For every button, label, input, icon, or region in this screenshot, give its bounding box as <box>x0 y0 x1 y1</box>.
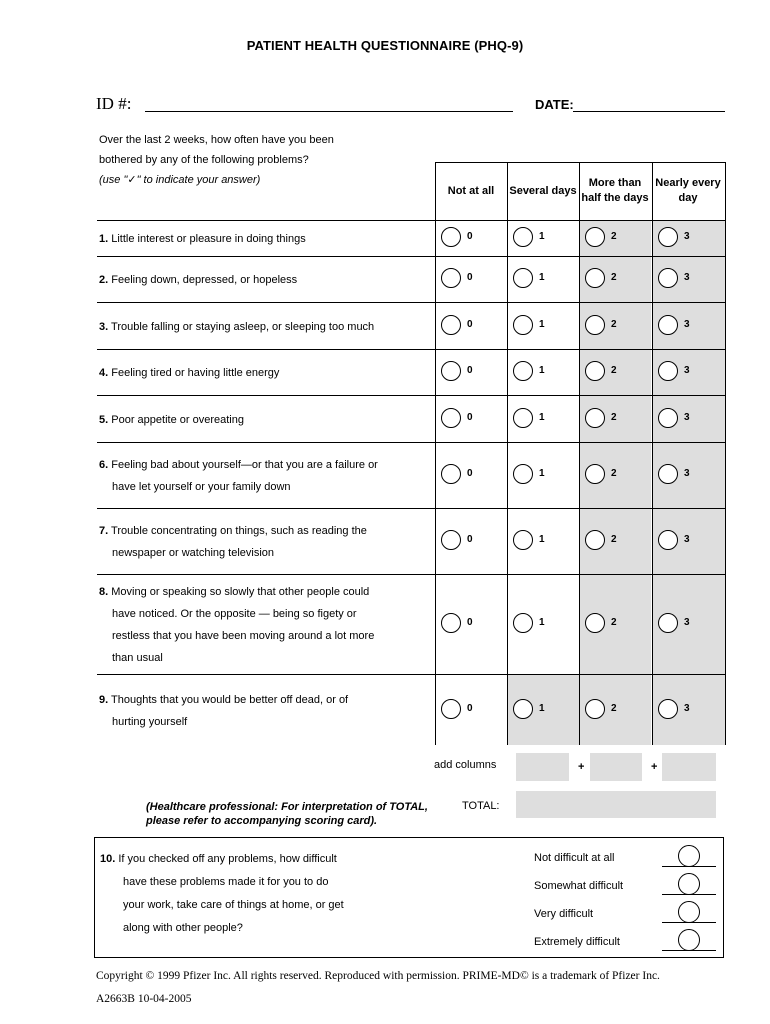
question-5-option-3-radio[interactable] <box>658 408 678 428</box>
question-line: newspaper or watching television <box>112 547 275 559</box>
column-sum-1-field[interactable] <box>516 753 569 781</box>
difficulty-option-3-radio[interactable] <box>678 901 700 923</box>
option-score-label: 1 <box>539 617 545 628</box>
column-header <box>507 162 579 220</box>
option-score-label: 0 <box>467 534 473 545</box>
question-1-option-1-radio[interactable] <box>513 227 533 247</box>
question-3-option-1-radio[interactable] <box>513 315 533 335</box>
option-score-label: 2 <box>611 534 617 545</box>
question-3-text <box>99 316 429 338</box>
option-score-label: 2 <box>611 318 617 330</box>
question-3-option-2-radio[interactable] <box>585 315 605 335</box>
column-header-label: Several days <box>509 184 577 197</box>
row-divider <box>97 302 725 303</box>
question-6-option-3-radio[interactable] <box>658 464 678 484</box>
date-label: DATE: <box>535 97 574 112</box>
difficulty-option-1-radio[interactable] <box>678 845 700 867</box>
question-3-option-3-radio[interactable] <box>658 315 678 335</box>
column-header-label: More than half the days <box>581 177 649 204</box>
total-field[interactable] <box>516 791 716 818</box>
question-7-option-0-radio[interactable] <box>441 530 461 550</box>
column-divider <box>725 162 726 745</box>
questionnaire-table <box>97 162 725 745</box>
difficulty-option-label: Somewhat difficult <box>534 880 624 892</box>
question-8-text <box>99 581 429 669</box>
question-number: 3. <box>99 320 109 333</box>
column-header-label: Not at all <box>447 184 495 197</box>
question-2-option-0-radio[interactable] <box>441 268 461 288</box>
question-2-option-3-radio[interactable] <box>658 268 678 288</box>
option-score-label: 1 <box>539 702 545 714</box>
question-1-option-2-radio[interactable] <box>585 227 605 247</box>
question-8-option-0-radio[interactable] <box>441 613 461 633</box>
option-score-label: 0 <box>467 272 473 283</box>
question-number: 2. <box>99 274 109 286</box>
difficulty-option-label: Extremely difficult <box>534 936 620 948</box>
option-score-label: 3 <box>684 231 690 242</box>
add-columns-label: add columns <box>434 759 497 771</box>
question-1-text <box>99 228 429 250</box>
option-score-label: 3 <box>684 534 690 545</box>
question-4-option-2-radio[interactable] <box>585 361 605 381</box>
question-5-text <box>99 409 429 431</box>
option-score-label: 0 <box>467 318 473 330</box>
id-field[interactable] <box>145 111 513 112</box>
question-line: Moving or speaking so slowly that other people could <box>111 586 370 598</box>
option-score-label: 1 <box>539 365 545 376</box>
question-9-option-3-radio[interactable] <box>658 699 678 719</box>
row-divider <box>97 508 725 509</box>
question-5-option-0-radio[interactable] <box>441 408 461 428</box>
question-2-text <box>99 269 429 291</box>
option-score-label: 0 <box>467 411 473 423</box>
option-score-label: 2 <box>611 231 617 242</box>
option-score-label: 3 <box>684 702 690 714</box>
column-sum-2-field[interactable] <box>590 753 642 781</box>
instructions-line-2: bothered by any of the following problems? <box>99 154 309 166</box>
question-7-option-2-radio[interactable] <box>585 530 605 550</box>
question-9-text <box>99 689 429 733</box>
option-score-label: 2 <box>611 468 617 479</box>
copyright-notice: Copyright © 1999 Pfizer Inc. All rights reserved. Reproduced with permission. PRIME-MD© is a trademark of Pfizer Inc. <box>96 970 660 982</box>
question-6-option-0-radio[interactable] <box>441 464 461 484</box>
difficulty-option-label: Not difficult at all <box>534 852 615 864</box>
question-10-line-4: along with other people? <box>123 922 243 934</box>
question-10-line-1: If you checked off any problems, how difficult <box>118 853 337 865</box>
question-line: Trouble concentrating on things, such as reading the <box>111 525 367 537</box>
question-3-option-0-radio[interactable] <box>441 315 461 335</box>
question-line: Poor appetite or overeating <box>111 413 244 426</box>
column-divider <box>435 162 436 745</box>
question-5-option-2-radio[interactable] <box>585 408 605 428</box>
column-sum-3-field[interactable] <box>662 753 716 781</box>
option-score-label: 1 <box>539 468 545 479</box>
option-score-label: 1 <box>539 411 545 423</box>
option-score-label: 2 <box>611 411 617 423</box>
option-score-label: 2 <box>611 365 617 376</box>
row-divider <box>97 256 725 257</box>
plus-sign: + <box>578 761 585 773</box>
question-8-option-3-radio[interactable] <box>658 613 678 633</box>
option-score-label: 3 <box>684 272 690 283</box>
difficulty-option-2-radio[interactable] <box>678 873 700 895</box>
question-line: restless that you have been moving around a lot more <box>112 630 375 642</box>
question-2-option-2-radio[interactable] <box>585 268 605 288</box>
question-9-option-1-radio[interactable] <box>513 699 533 719</box>
row-divider <box>97 220 725 221</box>
question-line: have noticed. Or the opposite — being so figety or <box>112 608 357 620</box>
row-divider <box>97 674 725 675</box>
option-score-label: 3 <box>684 365 690 376</box>
question-number: 9. <box>99 693 109 706</box>
option-score-label: 0 <box>467 365 473 376</box>
question-10-text <box>100 848 344 940</box>
difficulty-option-4-radio[interactable] <box>678 929 700 951</box>
question-6-option-1-radio[interactable] <box>513 464 533 484</box>
question-5-option-1-radio[interactable] <box>513 408 533 428</box>
instructions-line-3: (use "✓" to indicate your answer) <box>99 174 261 186</box>
question-2-option-1-radio[interactable] <box>513 268 533 288</box>
question-1-option-3-radio[interactable] <box>658 227 678 247</box>
question-4-text <box>99 362 429 384</box>
question-number: 5. <box>99 413 109 426</box>
option-score-label: 0 <box>467 617 473 628</box>
date-field[interactable] <box>573 111 725 112</box>
option-score-label: 0 <box>467 468 473 479</box>
option-score-label: 0 <box>467 231 473 242</box>
question-10-line-2: have these problems made it for you to do <box>123 876 329 888</box>
instructions-line-1: Over the last 2 weeks, how often have you been <box>99 134 334 146</box>
column-header-label: Nearly every day <box>655 177 721 204</box>
option-score-label: 2 <box>611 617 617 628</box>
question-line: Trouble falling or staying asleep, or sleeping too much <box>111 320 375 333</box>
question-line: Feeling bad about yourself—or that you are a failure or <box>111 459 378 471</box>
row-divider <box>97 574 725 575</box>
healthcare-note <box>146 800 428 828</box>
difficulty-option-label: Very difficult <box>534 908 594 920</box>
question-9-option-0-radio[interactable] <box>441 699 461 719</box>
question-4-option-0-radio[interactable] <box>441 361 461 381</box>
question-6-option-2-radio[interactable] <box>585 464 605 484</box>
question-8-option-1-radio[interactable] <box>513 613 533 633</box>
question-6-text <box>99 454 429 498</box>
option-score-label: 1 <box>539 534 545 545</box>
question-4-option-3-radio[interactable] <box>658 361 678 381</box>
option-score-label: 3 <box>684 617 690 628</box>
healthcare-note-line-2: please refer to accompanying scoring card). <box>146 815 378 827</box>
option-score-label: 3 <box>684 411 690 423</box>
answer-line <box>662 922 716 923</box>
question-7-option-1-radio[interactable] <box>513 530 533 550</box>
question-line: have let yourself or your family down <box>112 481 291 493</box>
question-number: 7. <box>99 525 109 537</box>
question-7-option-3-radio[interactable] <box>658 530 678 550</box>
column-header <box>652 162 724 220</box>
option-score-label: 1 <box>539 318 545 330</box>
column-divider <box>579 162 580 745</box>
option-score-label: 3 <box>684 318 690 330</box>
id-label: ID #: <box>96 94 132 113</box>
question-line: hurting yourself <box>112 715 188 728</box>
plus-sign: + <box>651 761 658 773</box>
question-10-number: 10. <box>100 853 116 865</box>
question-9-option-2-radio[interactable] <box>585 699 605 719</box>
answer-line <box>662 894 716 895</box>
answer-line <box>662 950 716 951</box>
column-divider <box>652 162 653 745</box>
option-score-label: 2 <box>611 272 617 283</box>
question-1-option-0-radio[interactable] <box>441 227 461 247</box>
question-4-option-1-radio[interactable] <box>513 361 533 381</box>
form-code: A2663B 10-04-2005 <box>96 993 192 1005</box>
option-score-label: 1 <box>539 272 545 283</box>
option-score-label: 3 <box>684 468 690 479</box>
question-number: 4. <box>99 367 109 379</box>
question-line: Thoughts that you would be better off dead, or of <box>111 693 349 706</box>
question-line: Little interest or pleasure in doing things <box>111 233 306 245</box>
column-divider <box>507 162 508 745</box>
total-label: TOTAL: <box>462 800 500 812</box>
column-header <box>435 162 507 220</box>
row-divider <box>97 395 725 396</box>
question-line: than usual <box>112 652 163 664</box>
row-divider <box>97 442 725 443</box>
question-line: Feeling tired or having little energy <box>111 367 280 379</box>
option-score-label: 2 <box>611 702 617 714</box>
question-8-option-2-radio[interactable] <box>585 613 605 633</box>
question-10-line-3: your work, take care of things at home, or get <box>123 899 344 911</box>
healthcare-note-line-1: (Healthcare professional: For interpretation of TOTAL, <box>146 801 428 813</box>
row-divider <box>97 349 725 350</box>
question-line: Feeling down, depressed, or hopeless <box>111 274 298 286</box>
page-title: PATIENT HEALTH QUESTIONNAIRE (PHQ-9) <box>246 38 524 53</box>
question-number: 1. <box>99 233 109 245</box>
question-number: 6. <box>99 459 109 471</box>
column-header <box>579 162 651 220</box>
option-score-label: 1 <box>539 231 545 242</box>
answer-line <box>662 866 716 867</box>
question-number: 8. <box>99 586 109 598</box>
option-score-label: 0 <box>467 702 473 714</box>
question-7-text <box>99 520 429 564</box>
